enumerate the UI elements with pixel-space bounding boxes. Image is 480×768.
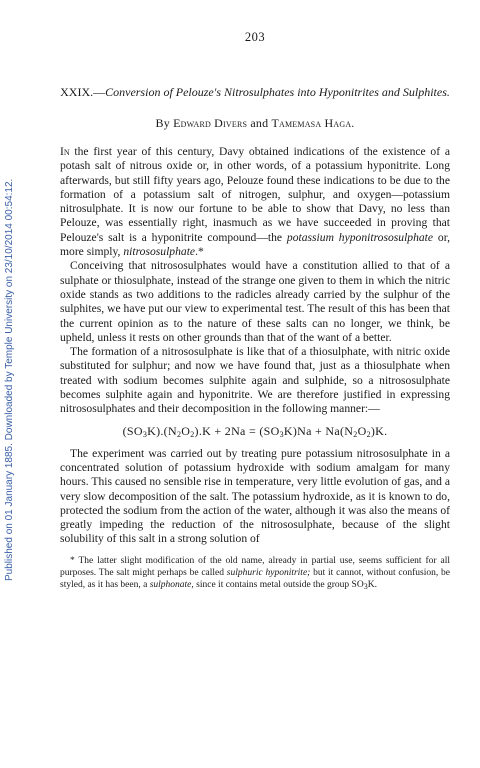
- paragraph-1-text-c: .*: [195, 245, 204, 259]
- footnote-sub: 3: [363, 581, 368, 591]
- paragraph-1-italic-b: nitrososulphate: [123, 245, 196, 259]
- eq-sub: 2: [176, 429, 182, 439]
- paragraph-1-text-a: the first year of this century, Davy obtained indications of the existence of a potash salt of nitrous oxide or, in other words, of a potassium hyponitrite. Long afterwards, but still fifty years ago, Pelouze found these indications to be due to the formation of a potassium salt of nitrogen, sulphur, and oxygen—potassium nitrosulphate. It is now our fortune to be able to show that Davy, no less than Pelouze, was essentially right, inasmuch as we have succeeded in proving that Pelouze's salt is a hyponitrite compound—the: [60, 145, 450, 244]
- footnote-text-d: K.: [367, 579, 377, 590]
- footnote-italic-b: sulphonate: [149, 579, 192, 590]
- paragraph-4: The experiment was carried out by treating pure potassium nitrososulphate in a concentrated solution of potassium hydroxide with sodium amalgam for many hours. This caused no sensible rise in temperature, very little evolution of gas, and a very slow decomposition of the salt. The potassium hydroxide, as it is known to do, protected the sodium from the action of the water, although it was also the means of greatly impeding the reduction of the nitrososulphate, because of the slight solubility of this salt in a strong solution of: [60, 446, 450, 546]
- footnote: [60, 555, 450, 593]
- authors-by: By: [155, 116, 170, 130]
- paragraph-2: Conceiving that nitrososulphates would have a constitution allied to that of a sulphate or thiosulphate, instead of the strange one given to them in which the nitric oxide stands as two additions to the radicles already carried by the sulphur of the sulphites, we have put our view to experimental test. The result of this has been that the current opinion as to the nature of these salts can no longer, we think, be upheld, unless it rests on other grounds than that of the want of a better.: [60, 259, 450, 344]
- eq-part: )K.: [370, 423, 388, 438]
- paragraph-1-text-b: or, more simply,: [60, 230, 450, 259]
- page: [60, 30, 450, 593]
- reaction-equation: [60, 424, 450, 439]
- footnote-text-a: * The latter slight modification of the old name, already in partial use, seems sufficient for all purposes. The salt might perhaps be called: [60, 555, 450, 578]
- page-number: 203: [244, 30, 266, 44]
- paragraph-3: The formation of a nitrososulphate is like that of a thiosulphate, with nitric oxide substituted for sulphur; and now we have found that, just as a thiosulphate when treated with sodium becomes sulphite again and sulphide, so a nitrososulphate becomes sulphite again and hyponitrite. We are therefore justified in expressing nitrososulphates and their decomposition in the following manner:—: [60, 345, 450, 416]
- eq-part: O: [357, 423, 367, 438]
- article-number: XXIX.—: [60, 85, 106, 99]
- paragraph-1-italic-a: potassium hyponitrososulphate: [286, 230, 434, 244]
- eq-sub: 2: [366, 429, 371, 439]
- eq-sub: 3: [142, 429, 148, 439]
- article-title-text: Conversion of Pelouze's Nitrosulphates into Hyponitrites and Sulphites.: [105, 85, 450, 99]
- footnote-italic-a: sulphuric hyponitrite;: [226, 567, 311, 578]
- footnote-text-c: , since it contains metal outside the group SO: [191, 579, 364, 590]
- author-haga: Tamemasa Haga.: [271, 116, 355, 130]
- eq-sub: 3: [279, 429, 284, 439]
- download-watermark: Published on 01 January 1885. Downloaded by Temple University on 23/10/2014 00:54:12.: [4, 178, 15, 582]
- authors-line: [60, 116, 450, 131]
- eq-sub: 2: [190, 429, 195, 439]
- footnote-text-b: but it cannot, without confusion, be styled, as it has been, a: [60, 567, 450, 590]
- eq-part: O: [181, 423, 191, 438]
- author-divers: Edward Divers: [173, 116, 248, 130]
- eq-part: (SO: [122, 423, 143, 438]
- eq-part: ).K + 2Na = (SO: [194, 423, 280, 438]
- paragraph-1-lead: In: [60, 145, 70, 158]
- eq-sub: 2: [353, 429, 358, 439]
- eq-part: K).(N: [147, 423, 177, 438]
- paragraph-1: [60, 145, 450, 259]
- eq-part: K)Na + Na(N: [283, 423, 354, 438]
- article-title: [60, 85, 450, 100]
- authors-and: and: [250, 116, 269, 130]
